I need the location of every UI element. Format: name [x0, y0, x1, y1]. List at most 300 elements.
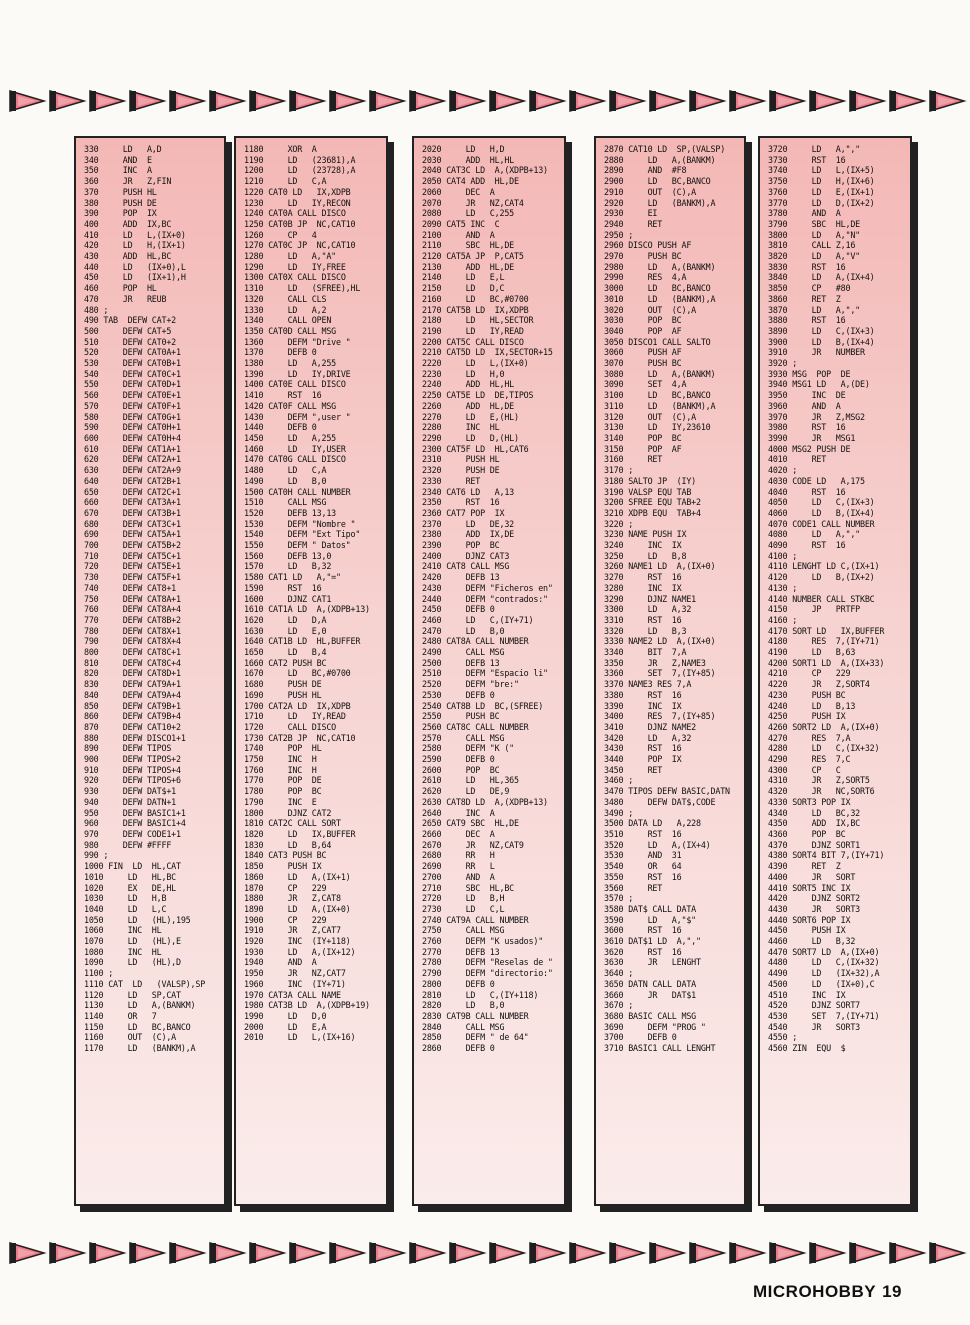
code-line: 3460 ;	[604, 775, 634, 786]
code-line: 2590 DEFB 0	[422, 754, 495, 765]
code-line: 1130 LD A,(BANKM)	[84, 1000, 196, 1011]
code-line: 3690 DEFM "PROG "	[604, 1021, 706, 1032]
arrow-ornament	[368, 88, 408, 114]
code-line: 1960 INC (IY+71)	[244, 978, 346, 989]
code-line: 3000 LD BC,BANCO	[604, 283, 711, 294]
code-line: 1150 LD BC,BANCO	[84, 1021, 191, 1032]
code-line: 4370 DJNZ SORT1	[768, 839, 861, 850]
code-line: 1310 LD (SFREE),HL	[244, 283, 361, 294]
code-line: 3700 DEFB 0	[604, 1032, 677, 1043]
code-line: 3130 LD IY,23610	[604, 422, 711, 433]
code-line: 2690 RR L	[422, 861, 495, 872]
code-line: 1900 CP 229	[244, 914, 327, 925]
code-line: 3240 INC IX	[604, 540, 682, 551]
code-line: 1370 DEFB 0	[244, 347, 317, 358]
code-line: 2580 DEFM "K ("	[422, 743, 515, 754]
code-line: 890 DEFW TIPOS	[84, 743, 172, 754]
code-line: 2970 PUSH BC	[604, 251, 682, 262]
code-line: 4400 JR SORT	[768, 871, 856, 882]
code-line: 4050 LD C,(IX+3)	[768, 497, 875, 508]
arrow-ornament	[168, 1240, 208, 1266]
code-line: 4070 CODE1 CALL NUMBER	[768, 518, 875, 529]
arrow-ornament	[8, 1240, 48, 1266]
code-line: 3190 VALSP EQU TAB	[604, 486, 692, 497]
code-line: 4150 JP PRTFP	[768, 604, 861, 615]
arrow-ornament	[928, 88, 968, 114]
code-line: 3320 LD B,3	[604, 625, 687, 636]
code-line: 4190 LD B,63	[768, 647, 856, 658]
arrow-ornament	[128, 1240, 168, 1266]
code-line: 3100 LD BC,BANCO	[604, 390, 711, 401]
code-line: 3080 LD A,(BANKM)	[604, 368, 716, 379]
arrow-ornament	[168, 88, 208, 114]
code-line: 1470 CAT0G CALL DISCO	[244, 454, 346, 465]
code-line: 1230 LD IY,RECON	[244, 197, 351, 208]
code-line: 2790 DEFM "directorio:"	[422, 968, 553, 979]
code-line: 4120 LD B,(IX+2)	[768, 572, 875, 583]
code-line: 4470 SORT7 LD A,(IX+0)	[768, 946, 880, 957]
arrow-ornament	[848, 88, 888, 114]
code-line: 770 DEFW CAT8B+2	[84, 614, 181, 625]
code-line: 1720 CALL DISCO	[244, 721, 337, 732]
arrow-ornament	[208, 1240, 248, 1266]
code-line: 3760 LD E,(IX+1)	[768, 186, 875, 197]
code-line: 1270 CAT0C JP NC,CAT10	[244, 240, 356, 251]
code-line: 3420 LD A,32	[604, 732, 692, 743]
arrow-ornament	[608, 88, 648, 114]
code-line: 2650 CAT9 SBC HL,DE	[422, 818, 519, 829]
code-line: 1240 CAT0A CALL DISCO	[244, 208, 346, 219]
code-line: 3550 RST 16	[604, 871, 682, 882]
code-line: 2040 CAT3C LD A,(XDPB+13)	[422, 165, 548, 176]
code-line: 1770 POP DE	[244, 775, 322, 786]
listing-column-5	[758, 136, 912, 1206]
code-line: 3380 RST 16	[604, 689, 682, 700]
code-line: 1400 CAT0E CALL DISCO	[244, 379, 346, 390]
code-line: 830 DEFW CAT9A+1	[84, 679, 181, 690]
code-line: 4200 SORT1 LD A,(IX+33)	[768, 657, 885, 668]
listing-column-1	[74, 136, 226, 1206]
code-line: 4450 PUSH IX	[768, 925, 846, 936]
code-line: 2730 LD C,L	[422, 903, 505, 914]
code-line: 3830 RST 16	[768, 261, 846, 272]
code-line: 3990 JR MSG1	[768, 432, 856, 443]
arrow-ornament	[648, 88, 688, 114]
code-line: 360 JR Z,FIN	[84, 176, 172, 187]
code-line: 1450 LD A,255	[244, 432, 337, 443]
code-line: 990 ;	[84, 850, 109, 861]
code-line: 2870 CAT10 LD SP,(VALSP)	[604, 144, 726, 154]
code-line: 420 LD H,(IX+1)	[84, 240, 186, 251]
code-line: 2630 CAT8D LD A,(XDPB+13)	[422, 796, 548, 807]
arrow-ornament	[88, 1240, 128, 1266]
code-lines	[414, 138, 564, 1054]
code-line: 850 DEFW CAT9B+1	[84, 700, 181, 711]
code-line: 780 DEFW CAT8X+1	[84, 625, 181, 636]
code-line: 4270 RES 7,A	[768, 732, 851, 743]
code-line: 1110 CAT LD (VALSP),SP	[84, 978, 206, 989]
top-arrow-banner	[8, 88, 958, 114]
code-line: 4310 JR Z,SORT5	[768, 775, 870, 786]
code-line: 3950 INC DE	[768, 390, 846, 401]
code-line: 670 DEFW CAT3B+1	[84, 507, 181, 518]
code-line: 3580 DAT$ CALL DATA	[604, 903, 697, 914]
code-line: 3330 NAME2 LD A,(IX+0)	[604, 636, 716, 647]
code-line: 2150 LD D,C	[422, 283, 505, 294]
code-line: 430 ADD HL,BC	[84, 251, 172, 262]
code-line: 1880 JR Z,CAT8	[244, 893, 341, 904]
code-line: 2430 DEFM "Ficheros en"	[422, 582, 553, 593]
code-line: 1390 LD IY,DRIVE	[244, 368, 351, 379]
code-line: 4020 ;	[768, 465, 798, 476]
code-line: 3640 ;	[604, 968, 634, 979]
code-line: 3800 LD A,"N"	[768, 229, 861, 240]
code-line: 1070 LD (HL),E	[84, 936, 181, 947]
code-line: 2520 DEFM "bre:"	[422, 679, 519, 690]
code-line: 1320 CALL CLS	[244, 293, 327, 304]
code-line: 2140 LD E,L	[422, 272, 505, 283]
code-line: 750 DEFW CAT8A+1	[84, 593, 181, 604]
code-line: 2130 ADD HL,DE	[422, 261, 515, 272]
code-line: 520 DEFW CAT0A+1	[84, 347, 181, 358]
arrow-ornament	[488, 88, 528, 114]
arrow-ornament	[288, 88, 328, 114]
code-line: 4160 ;	[768, 614, 798, 625]
code-line: 1000 FIN LD HL,CAT	[84, 861, 181, 872]
code-line: 2960 DISCO PUSH AF	[604, 240, 692, 251]
code-line: 3780 AND A	[768, 208, 841, 219]
code-line: 3280 INC IX	[604, 582, 682, 593]
code-line: 2810 LD C,(IY+118)	[422, 989, 539, 1000]
code-line: 970 DEFW CODE1+1	[84, 829, 181, 839]
code-line: 870 DEFW CAT10+2	[84, 721, 181, 732]
code-line: 1260 CP 4	[244, 229, 317, 240]
code-line: 350 INC A	[84, 165, 152, 176]
code-line: 1630 LD E,0	[244, 625, 327, 636]
code-line: 3440 POP IX	[604, 754, 682, 765]
code-line: 2750 CALL MSG	[422, 925, 505, 936]
code-line: 2060 DEC A	[422, 186, 495, 197]
code-line: 1860 LD A,(IX+1)	[244, 871, 351, 882]
code-line: 1460 LD IY,USER	[244, 443, 346, 454]
code-line: 4080 LD A,","	[768, 529, 861, 540]
code-line: 440 LD (IX+0),L	[84, 261, 186, 272]
code-line: 3220 ;	[604, 518, 634, 529]
code-line: 500 DEFW CAT+5	[84, 325, 172, 336]
arrow-ornament	[688, 88, 728, 114]
code-line: 1120 LD SP,CAT	[84, 989, 181, 1000]
code-line: 450 LD (IX+1),H	[84, 272, 186, 283]
code-line: 1560 DEFB 13,0	[244, 550, 332, 561]
code-line: 3270 RST 16	[604, 572, 682, 583]
code-line: 1080 INC HL	[84, 946, 162, 957]
code-line: 740 DEFW CAT8+1	[84, 582, 177, 593]
code-line: 3400 RES 7,(IY+85)	[604, 711, 716, 722]
code-line: 1300 CAT0X CALL DISCO	[244, 272, 346, 283]
code-line: 1590 RST 16	[244, 582, 322, 593]
code-line: 3040 POP AF	[604, 325, 682, 336]
code-line: 4130 ;	[768, 582, 798, 593]
code-line: 3150 POP AF	[604, 443, 682, 454]
code-line: 3250 LD B,8	[604, 550, 687, 561]
bottom-arrow-banner	[8, 1240, 958, 1266]
arrow-ornament	[448, 1240, 488, 1266]
arrow-ornament	[728, 1240, 768, 1266]
code-line: 2660 DEC A	[422, 829, 495, 839]
code-line: 2450 DEFB 0	[422, 604, 495, 615]
code-line: 4480 LD C,(IX+32)	[768, 957, 880, 968]
code-line: 4340 LD BC,32	[768, 807, 861, 818]
code-line: 2880 LD A,(BANKM)	[604, 154, 716, 165]
code-line: 2530 DEFB 0	[422, 689, 495, 700]
code-line: 3730 RST 16	[768, 154, 846, 165]
code-line: 3620 RST 16	[604, 946, 682, 957]
code-line: 3650 DATN CALL DATA	[604, 978, 697, 989]
code-line: 1610 CAT1A LD A,(XDPB+13)	[244, 604, 370, 615]
code-line: 4330 SORT3 POP IX	[768, 796, 851, 807]
code-line: 2260 ADD HL,DE	[422, 400, 515, 411]
code-line: 2800 DEFB 0	[422, 978, 495, 989]
code-line: 710 DEFW CAT5C+1	[84, 550, 181, 561]
code-line: 4430 JR SORT3	[768, 903, 861, 914]
code-line: 3660 JR DAT$1	[604, 989, 697, 1000]
code-line: 4410 SORT5 INC IX	[768, 882, 851, 893]
code-line: 2560 CAT8C CALL NUMBER	[422, 721, 529, 732]
arrow-ornament	[288, 1240, 328, 1266]
code-line: 2100 AND A	[422, 229, 495, 240]
code-line: 3600 RST 16	[604, 925, 682, 936]
code-line: 2160 LD BC,#0700	[422, 293, 529, 304]
code-line: 4210 CP 229	[768, 668, 851, 679]
code-line: 1600 DJNZ CAT1	[244, 593, 332, 604]
arrow-ornament	[248, 1240, 288, 1266]
code-line: 2500 DEFB 13	[422, 657, 500, 668]
code-line: 3370 NAME3 RES 7,A	[604, 679, 692, 690]
code-line: 1980 CAT3B LD A,(XDPB+19)	[244, 1000, 370, 1011]
code-line: 1440 DEFB 0	[244, 422, 317, 433]
code-line: 4180 RES 7,(IY+71)	[768, 636, 880, 647]
code-line: 1380 LD A,255	[244, 358, 337, 369]
code-line: 2270 LD E,(HL)	[422, 411, 519, 422]
code-line: 1170 LD (BANKM),A	[84, 1043, 196, 1054]
code-line: 510 DEFW CAT0+2	[84, 336, 177, 347]
code-line: 2310 PUSH HL	[422, 454, 500, 465]
code-line: 1330 LD A,2	[244, 304, 327, 315]
code-line: 3930 MSG POP DE	[768, 368, 851, 379]
arrow-ornament	[528, 1240, 568, 1266]
arrow-ornament	[688, 1240, 728, 1266]
code-line: 1670 LD BC,#0700	[244, 668, 351, 679]
code-line: 3540 OR 64	[604, 861, 682, 872]
code-line: 3720 LD A,","	[768, 144, 861, 154]
arrow-ornament	[88, 88, 128, 114]
code-line: 910 DEFW TIPOS+4	[84, 764, 181, 775]
code-line: 2820 LD B,0	[422, 1000, 505, 1011]
code-line: 3520 LD A,(IX+4)	[604, 839, 711, 850]
code-line: 1100 ;	[84, 968, 114, 979]
code-line: 700 DEFW CAT5B+2	[84, 540, 181, 551]
code-line: 590 DEFW CAT0H+1	[84, 422, 181, 433]
code-line: 680 DEFW CAT3C+1	[84, 518, 181, 529]
code-line: 2940 RET	[604, 218, 663, 229]
code-line: 2490 CALL MSG	[422, 647, 505, 658]
code-line: 2990 RES 4,A	[604, 272, 687, 283]
code-line: 1430 DEFM ",user "	[244, 411, 351, 422]
code-line: 2110 SBC HL,DE	[422, 240, 515, 251]
code-line: 3530 AND 31	[604, 850, 682, 861]
code-line: 1250 CAT0B JP NC,CAT10	[244, 218, 356, 229]
code-line: 4220 JR Z,SORT4	[768, 679, 870, 690]
code-line: 1750 INC H	[244, 754, 317, 765]
code-line: 3030 POP BC	[604, 315, 682, 326]
code-line: 4110 LENGHT LD C,(IX+1)	[768, 561, 880, 572]
code-line: 1360 DEFM "Drive "	[244, 336, 351, 347]
code-line: 2080 LD C,255	[422, 208, 515, 219]
code-line: 4530 SET 7,(IY+71)	[768, 1010, 880, 1021]
code-line: 1500 CAT0H CALL NUMBER	[244, 486, 351, 497]
code-line: 3010 LD (BANKM),A	[604, 293, 716, 304]
arrow-ornament	[248, 88, 288, 114]
code-line: 1280 LD A,"A"	[244, 251, 337, 262]
code-line: 1040 LD L,C	[84, 903, 167, 914]
code-line: 1660 CAT2 PUSH BC	[244, 657, 327, 668]
code-line: 3140 POP BC	[604, 432, 682, 443]
code-line: 3560 RET	[604, 882, 663, 893]
code-line: 4260 SORT2 LD A,(IX+0)	[768, 721, 880, 732]
code-line: 2410 CAT8 CALL MSG	[422, 561, 510, 572]
code-line: 2180 LD HL,SECTOR	[422, 315, 534, 326]
code-line: 1710 LD IY,READ	[244, 711, 346, 722]
code-line: 2850 DEFM " de 64"	[422, 1032, 529, 1043]
arrow-ornament	[608, 1240, 648, 1266]
code-line: 2540 CAT8B LD BC,(SFREE)	[422, 700, 544, 711]
code-line: 920 DEFW TIPOS+6	[84, 775, 181, 786]
code-line: 3840 LD A,(IX+4)	[768, 272, 875, 283]
code-line: 650 DEFW CAT2C+1	[84, 486, 181, 497]
code-line: 800 DEFW CAT8C+1	[84, 647, 181, 658]
code-line: 340 AND E	[84, 154, 152, 165]
code-line: 1650 LD B,4	[244, 647, 327, 658]
code-line: 2830 CAT9B CALL NUMBER	[422, 1010, 529, 1021]
page-footer	[747, 1282, 902, 1302]
code-line: 3470 TIPOS DEFW BASIC,DATN	[604, 786, 730, 797]
code-line: 3970 JR Z,MSG2	[768, 411, 865, 422]
code-line: 2210 CAT5D LD IX,SECTOR+15	[422, 347, 553, 358]
code-line: 2330 RET	[422, 475, 481, 486]
arrow-ornament	[888, 1240, 928, 1266]
arrow-ornament	[808, 1240, 848, 1266]
code-line: 1050 LD (HL),195	[84, 914, 191, 925]
code-line: 1550 DEFM " Datos"	[244, 540, 351, 551]
code-lines	[596, 138, 744, 1054]
code-line: 2740 CAT9A CALL NUMBER	[422, 914, 529, 925]
arrow-ornament	[568, 1240, 608, 1266]
arrow-ornament	[448, 88, 488, 114]
code-line: 3170 ;	[604, 465, 634, 476]
code-line: 3290 DJNZ NAME1	[604, 593, 697, 604]
code-line: 4490 LD (IX+32),A	[768, 968, 880, 979]
code-line: 4500 LD (IX+0),C	[768, 978, 875, 989]
code-line: 2780 DEFM "Reselas de "	[422, 957, 553, 968]
code-line: 4560 ZIN EQU $	[768, 1043, 846, 1054]
code-line: 2340 CAT6 LD A,13	[422, 486, 515, 497]
code-line: 1840 CAT3 PUSH BC	[244, 850, 327, 861]
code-line: 4040 RST 16	[768, 486, 846, 497]
arrow-ornament	[128, 88, 168, 114]
code-line: 4030 CODE LD A,175	[768, 475, 865, 486]
code-line: 3340 BIT 7,A	[604, 647, 687, 658]
code-line: 530 DEFW CAT0B+1	[84, 358, 181, 369]
code-line: 2680 RR H	[422, 850, 495, 861]
code-line: 2510 DEFM "Espacio li"	[422, 668, 548, 679]
code-line: 470 JR REUB	[84, 293, 167, 304]
code-line: 4460 LD B,32	[768, 936, 856, 947]
code-line: 3210 XDPB EQU TAB+4	[604, 507, 701, 518]
code-line: 4140 NUMBER CALL STKBC	[768, 593, 875, 604]
code-line: 820 DEFW CAT8D+1	[84, 668, 181, 679]
code-line: 1490 LD B,0	[244, 475, 327, 486]
code-line: 4380 SORT4 BIT 7,(IY+71)	[768, 850, 885, 861]
code-line: 4360 POP BC	[768, 829, 846, 839]
code-line: 2470 LD B,0	[422, 625, 505, 636]
arrow-ornament	[408, 88, 448, 114]
code-line: 400 ADD IX,BC	[84, 218, 172, 229]
code-line: 2550 PUSH BC	[422, 711, 500, 722]
code-line: 3090 SET 4,A	[604, 379, 687, 390]
code-line: 3750 LD H,(IX+6)	[768, 176, 875, 187]
page-number: 19	[882, 1282, 902, 1301]
code-line: 3850 CP #80	[768, 283, 851, 294]
code-line: 1930 LD A,(IX+12)	[244, 946, 356, 957]
code-line: 730 DEFW CAT5F+1	[84, 572, 181, 583]
code-line: 3260 NAME1 LD A,(IX+0)	[604, 561, 716, 572]
code-line: 810 DEFW CAT8C+4	[84, 657, 181, 668]
code-line: 3060 PUSH AF	[604, 347, 682, 358]
code-line: 3300 LD A,32	[604, 604, 692, 615]
code-line: 3390 INC IX	[604, 700, 682, 711]
code-line: 3810 CALL Z,16	[768, 240, 856, 251]
code-line: 1210 LD C,A	[244, 176, 327, 187]
code-line: 2290 LD D,(HL)	[422, 432, 519, 443]
code-line: 1820 LD IX,BUFFER	[244, 829, 356, 839]
code-line: 1530 DEFM "Nombre "	[244, 518, 356, 529]
code-line: 390 POP IX	[84, 208, 157, 219]
code-line: 2390 POP BC	[422, 540, 500, 551]
arrow-ornament	[368, 1240, 408, 1266]
code-line: 410 LD L,(IX+0)	[84, 229, 186, 240]
code-line: 1700 CAT2A LD IX,XDPB	[244, 700, 351, 711]
code-line: 1010 LD HL,BC	[84, 871, 177, 882]
code-line: 1520 DEFB 13,13	[244, 507, 337, 518]
code-line: 3110 LD (BANKM),A	[604, 400, 716, 411]
code-line: 2120 CAT5A JP P,CAT5	[422, 251, 524, 262]
code-line: 480 ;	[84, 304, 109, 315]
code-line: 3020 OUT (C),A	[604, 304, 697, 315]
code-line: 3050 DISCO1 CALL SALTO	[604, 336, 711, 347]
code-line: 3590 LD A,"$"	[604, 914, 697, 925]
arrow-ornament	[208, 88, 248, 114]
code-line: 2910 OUT (C),A	[604, 186, 697, 197]
code-line: 540 DEFW CAT0C+1	[84, 368, 181, 379]
arrow-ornament	[328, 88, 368, 114]
code-line: 3350 JR Z,NAME3	[604, 657, 706, 668]
code-line: 3910 JR NUMBER	[768, 347, 865, 358]
code-line: 1200 LD (23728),A	[244, 165, 356, 176]
code-line: 1800 DJNZ CAT2	[244, 807, 332, 818]
code-line: 4550 ;	[768, 1032, 798, 1043]
code-line: 2950 ;	[604, 229, 634, 240]
code-line: 2240 ADD HL,HL	[422, 379, 515, 390]
